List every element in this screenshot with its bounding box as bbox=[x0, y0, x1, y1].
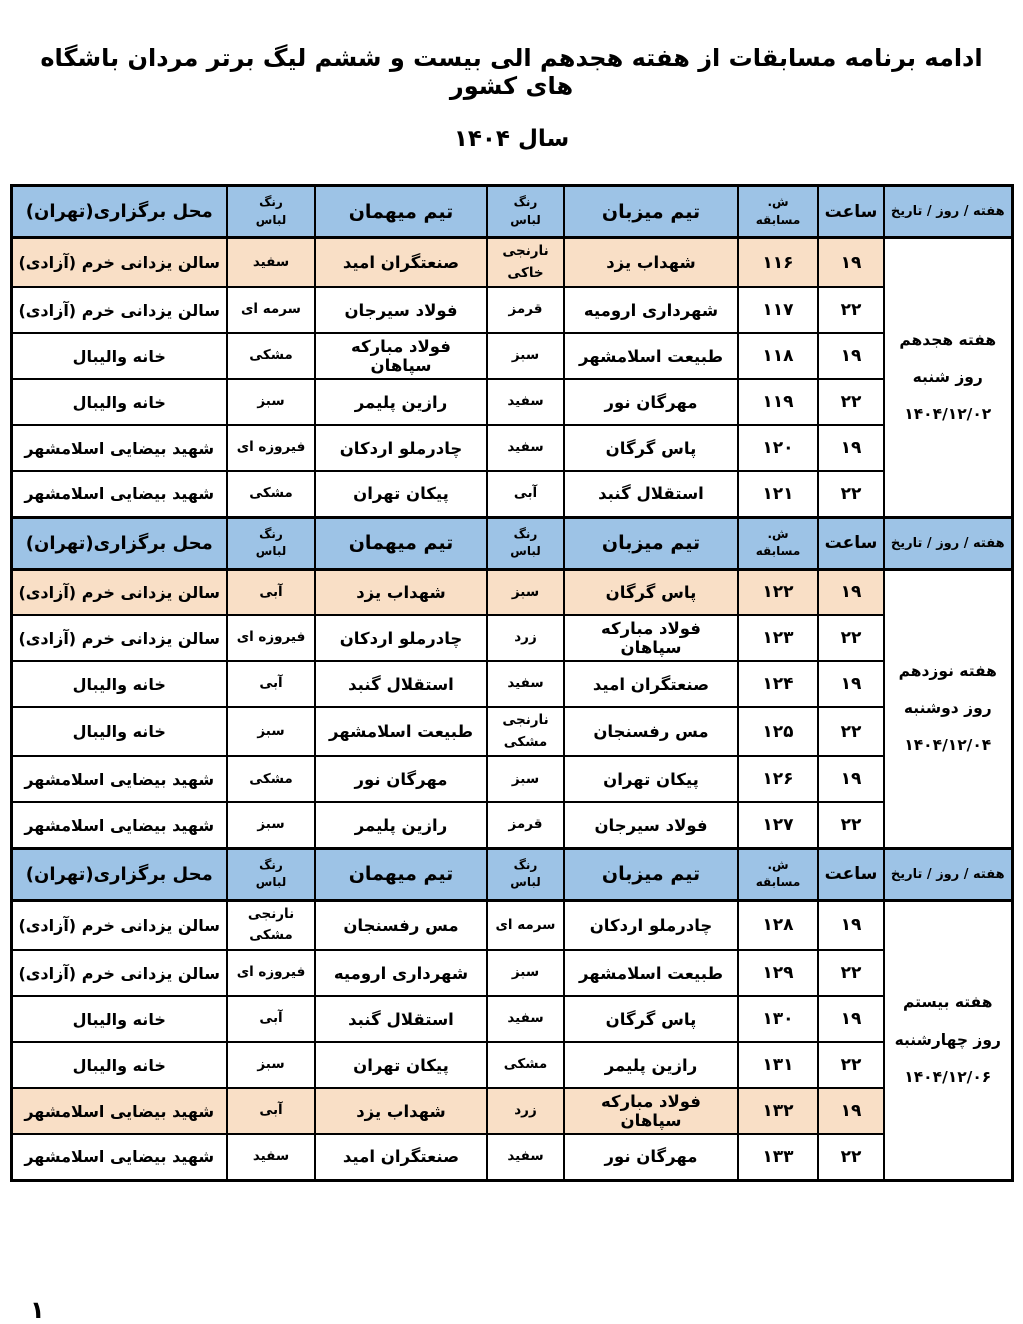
venue-cell: خانه والیبال bbox=[11, 707, 227, 756]
venue-cell: شهید بیضایی اسلامشهر bbox=[11, 1088, 227, 1134]
time-cell: ۱۹ bbox=[818, 996, 884, 1042]
guest-dress-color-cell: فیروزه ای bbox=[227, 615, 315, 661]
guest-team-cell: استقلال گنبد bbox=[315, 996, 487, 1042]
time-cell: ۲۲ bbox=[818, 707, 884, 756]
guest-team-cell: فولاد سیرجان bbox=[315, 287, 487, 333]
guest-dress-color-cell: نارنجی مشکی bbox=[227, 900, 315, 950]
match-number-cell: ۱۳۰ bbox=[738, 996, 818, 1042]
guest-dress-color-cell: سفید bbox=[227, 238, 315, 288]
col-header-week-day-date: هفته / روز / تاریخ bbox=[884, 848, 1012, 900]
time-cell: ۱۹ bbox=[818, 425, 884, 471]
match-row bbox=[11, 707, 1012, 756]
guest-team-cell: چادرملو اردکان bbox=[315, 425, 487, 471]
guest-team-cell: رازین پلیمر bbox=[315, 379, 487, 425]
col-header-time: ساعت bbox=[818, 848, 884, 900]
host-dress-color-cell: قرمز bbox=[487, 802, 564, 848]
guest-team-cell: پیکان تهران bbox=[315, 1042, 487, 1088]
match-number-cell: ۱۲۶ bbox=[738, 756, 818, 802]
match-row bbox=[11, 333, 1012, 379]
host-dress-color-cell: سبز bbox=[487, 756, 564, 802]
col-header-guest-dress-color-line: لباس bbox=[255, 212, 287, 227]
match-row bbox=[11, 238, 1012, 288]
match-row bbox=[11, 425, 1012, 471]
guest-team-cell: شهداب یزد bbox=[315, 569, 487, 615]
time-cell: ۲۲ bbox=[818, 1134, 884, 1180]
guest-team-cell: چادرملو اردکان bbox=[315, 615, 487, 661]
col-header-guest-team: تیم میهمان bbox=[315, 848, 487, 900]
guest-dress-color-cell: سبز bbox=[227, 379, 315, 425]
col-header-guest-dress-color-line: رنگ bbox=[259, 195, 283, 210]
time-cell: ۲۲ bbox=[818, 1042, 884, 1088]
col-header-host-dress-color-line: رنگ bbox=[513, 526, 538, 541]
match-row bbox=[11, 900, 1012, 950]
week-day-date-line: ۱۴۰۴/۱۲/۰۶ bbox=[904, 1067, 992, 1086]
time-cell: ۱۹ bbox=[818, 238, 884, 288]
col-header-host-dress-color bbox=[487, 186, 564, 238]
match-row bbox=[11, 379, 1012, 425]
col-header-host-dress-color bbox=[487, 517, 564, 569]
col-header-host-dress-color-line: لباس bbox=[510, 212, 541, 227]
match-number-cell: ۱۲۲ bbox=[738, 569, 818, 615]
host-dress-color-cell: سفید bbox=[487, 425, 564, 471]
week-day-date-line: روز چهارشنبه bbox=[894, 1030, 1001, 1049]
col-header-match-number-line: ش. bbox=[767, 195, 789, 210]
col-header-week-day-date: هفته / روز / تاریخ bbox=[884, 517, 1012, 569]
match-number-cell: ۱۱۸ bbox=[738, 333, 818, 379]
host-team-cell: استقلال گنبد bbox=[564, 471, 738, 517]
week-day-date-line: هفته هجدهم bbox=[899, 330, 997, 349]
match-number-cell: ۱۲۰ bbox=[738, 425, 818, 471]
guest-team-cell: فولاد مبارکه سپاهان bbox=[315, 333, 487, 379]
match-row bbox=[11, 1088, 1012, 1134]
week-day-date-line: ۱۴۰۴/۱۲/۰۲ bbox=[904, 404, 992, 423]
host-team-cell: پیکان تهران bbox=[564, 756, 738, 802]
match-number-cell: ۱۱۶ bbox=[738, 238, 818, 288]
venue-cell: شهید بیضایی اسلامشهر bbox=[11, 756, 227, 802]
venue-cell: سالن یزدانی خرم (آزادی) bbox=[11, 569, 227, 615]
guest-dress-color-cell: مشکی bbox=[227, 471, 315, 517]
col-header-guest-dress-color bbox=[227, 848, 315, 900]
time-cell: ۲۲ bbox=[818, 950, 884, 996]
week-day-date-line: روز شنبه bbox=[912, 367, 983, 386]
match-number-cell: ۱۲۳ bbox=[738, 615, 818, 661]
col-header-time: ساعت bbox=[818, 186, 884, 238]
time-cell: ۱۹ bbox=[818, 900, 884, 950]
host-team-cell: صنعتگران امید bbox=[564, 661, 738, 707]
guest-dress-color-cell: آبی bbox=[227, 1088, 315, 1134]
host-team-cell: مس رفسنجان bbox=[564, 707, 738, 756]
week-day-date-line: هفته نوزدهم bbox=[898, 662, 997, 680]
col-header-host-team: تیم میزبان bbox=[564, 517, 738, 569]
host-dress-color-cell: سفید bbox=[487, 379, 564, 425]
table-header-row bbox=[11, 186, 1012, 238]
host-dress-color-cell: نارنجی مشکی bbox=[487, 707, 564, 756]
match-row bbox=[11, 996, 1012, 1042]
guest-team-cell: رازین پلیمر bbox=[315, 802, 487, 848]
col-header-venue: محل برگزاری(تهران) bbox=[11, 848, 227, 900]
host-team-cell: فولاد مبارکه سپاهان bbox=[564, 1088, 738, 1134]
host-dress-color-cell: سفید bbox=[487, 996, 564, 1042]
week-day-date-cell bbox=[884, 569, 1012, 848]
col-header-guest-team: تیم میهمان bbox=[315, 186, 487, 238]
venue-cell: خانه والیبال bbox=[11, 661, 227, 707]
match-number-cell: ۱۳۱ bbox=[738, 1042, 818, 1088]
match-row bbox=[11, 756, 1012, 802]
time-cell: ۱۹ bbox=[818, 569, 884, 615]
guest-dress-color-cell: آبی bbox=[227, 996, 315, 1042]
guest-dress-color-cell: سبز bbox=[227, 707, 315, 756]
time-cell: ۱۹ bbox=[818, 661, 884, 707]
col-header-guest-dress-color bbox=[227, 186, 315, 238]
guest-dress-color-cell: فیروزه ای bbox=[227, 425, 315, 471]
venue-cell: شهید بیضایی اسلامشهر bbox=[11, 802, 227, 848]
guest-team-cell: صنعتگران امید bbox=[315, 238, 487, 288]
match-number-cell: ۱۲۱ bbox=[738, 471, 818, 517]
match-row bbox=[11, 569, 1012, 615]
week-day-date-cell bbox=[884, 238, 1012, 518]
host-team-cell: مهرگان نور bbox=[564, 1134, 738, 1180]
guest-dress-color-cell: آبی bbox=[227, 569, 315, 615]
host-dress-color-cell: سفید bbox=[487, 1134, 564, 1180]
host-team-cell: فولاد سیرجان bbox=[564, 802, 738, 848]
venue-cell: خانه والیبال bbox=[11, 333, 227, 379]
time-cell: ۲۲ bbox=[818, 471, 884, 517]
host-team-cell: پاس گرگان bbox=[564, 996, 738, 1042]
host-team-cell: طبیعت اسلامشهر bbox=[564, 950, 738, 996]
col-header-host-dress-color-line: رنگ bbox=[513, 857, 538, 872]
col-header-venue: محل برگزاری(تهران) bbox=[11, 517, 227, 569]
venue-cell: سالن یزدانی خرم (آزادی) bbox=[11, 238, 227, 288]
col-header-match-number bbox=[738, 517, 818, 569]
page-number: ۱ bbox=[30, 1296, 45, 1324]
venue-cell: خانه والیبال bbox=[11, 379, 227, 425]
host-dress-color-cell: نارنجی خاکی bbox=[487, 238, 564, 288]
match-number-cell: ۱۲۵ bbox=[738, 707, 818, 756]
host-dress-color-cell: زرد bbox=[487, 615, 564, 661]
guest-dress-color-cell: سفید bbox=[227, 1134, 315, 1180]
venue-cell: سالن یزدانی خرم (آزادی) bbox=[11, 287, 227, 333]
guest-dress-color-cell: مشکی bbox=[227, 756, 315, 802]
col-header-host-team: تیم میزبان bbox=[564, 848, 738, 900]
host-dress-color-cell: قرمز bbox=[487, 287, 564, 333]
host-team-cell: شهداب یزد bbox=[564, 238, 738, 288]
guest-dress-color-cell: آبی bbox=[227, 661, 315, 707]
page-title: ادامه برنامه مسابقات از هفته هجدهم الی بیست و ششم لیگ برتر مردان باشگاه های کشور bbox=[40, 44, 983, 100]
week-day-date-cell bbox=[884, 900, 1012, 1180]
time-cell: ۱۹ bbox=[818, 756, 884, 802]
week-day-date-line: روز دوشنبه bbox=[903, 699, 992, 718]
match-row bbox=[11, 615, 1012, 661]
page-subtitle: سال ۱۴۰۴ bbox=[453, 126, 570, 152]
venue-cell: خانه والیبال bbox=[11, 996, 227, 1042]
venue-cell: شهید بیضایی اسلامشهر bbox=[11, 1134, 227, 1180]
match-number-cell: ۱۱۷ bbox=[738, 287, 818, 333]
host-team-cell: رازین پلیمر bbox=[564, 1042, 738, 1088]
time-cell: ۲۲ bbox=[818, 802, 884, 848]
host-team-cell: مهرگان نور bbox=[564, 379, 738, 425]
host-dress-color-cell: سرمه ای bbox=[487, 900, 564, 950]
document-page bbox=[0, 44, 1023, 1324]
col-header-match-number-line: ش. bbox=[767, 526, 789, 541]
col-header-match-number-line: مسابقه bbox=[755, 212, 801, 227]
host-dress-color-cell: مشکی bbox=[487, 1042, 564, 1088]
week-day-date-line: ۱۴۰۴/۱۲/۰۴ bbox=[904, 736, 992, 755]
match-number-cell: ۱۲۷ bbox=[738, 802, 818, 848]
match-number-cell: ۱۳۳ bbox=[738, 1134, 818, 1180]
host-dress-color-cell: سبز bbox=[487, 569, 564, 615]
host-team-cell: چادرملو اردکان bbox=[564, 900, 738, 950]
time-cell: ۲۲ bbox=[818, 615, 884, 661]
host-team-cell: فولاد مبارکه سپاهان bbox=[564, 615, 738, 661]
col-header-time: ساعت bbox=[818, 517, 884, 569]
guest-dress-color-cell: سبز bbox=[227, 802, 315, 848]
match-number-cell: ۱۲۸ bbox=[738, 900, 818, 950]
match-row bbox=[11, 1134, 1012, 1180]
col-header-match-number bbox=[738, 848, 818, 900]
guest-dress-color-cell: مشکی bbox=[227, 333, 315, 379]
col-header-match-number-line: مسابقه bbox=[755, 544, 801, 559]
host-team-cell: پاس گرگان bbox=[564, 425, 738, 471]
host-dress-color-cell: زرد bbox=[487, 1088, 564, 1134]
match-row bbox=[11, 1042, 1012, 1088]
guest-team-cell: مس رفسنجان bbox=[315, 900, 487, 950]
host-dress-color-cell: سفید bbox=[487, 661, 564, 707]
host-dress-color-cell: آبی bbox=[487, 471, 564, 517]
match-row bbox=[11, 287, 1012, 333]
host-dress-color-cell: سبز bbox=[487, 950, 564, 996]
table-header-row bbox=[11, 517, 1012, 569]
col-header-host-dress-color bbox=[487, 848, 564, 900]
col-header-match-number bbox=[738, 186, 818, 238]
host-team-cell: پاس گرگان bbox=[564, 569, 738, 615]
time-cell: ۱۹ bbox=[818, 1088, 884, 1134]
table-header-row bbox=[11, 848, 1012, 900]
col-header-host-dress-color-line: لباس bbox=[510, 875, 541, 890]
host-dress-color-cell: سبز bbox=[487, 333, 564, 379]
col-header-match-number-line: ش. bbox=[767, 857, 789, 872]
col-header-host-dress-color-line: رنگ bbox=[513, 195, 538, 210]
guest-dress-color-cell: فیروزه ای bbox=[227, 950, 315, 996]
venue-cell: خانه والیبال bbox=[11, 1042, 227, 1088]
guest-team-cell: شهداب یزد bbox=[315, 1088, 487, 1134]
match-row bbox=[11, 471, 1012, 517]
match-row bbox=[11, 802, 1012, 848]
schedule-table bbox=[10, 184, 1014, 1182]
match-row bbox=[11, 950, 1012, 996]
guest-team-cell: طبیعت اسلامشهر bbox=[315, 707, 487, 756]
time-cell: ۲۲ bbox=[818, 287, 884, 333]
col-header-host-team: تیم میزبان bbox=[564, 186, 738, 238]
time-cell: ۱۹ bbox=[818, 333, 884, 379]
venue-cell: سالن یزدانی خرم (آزادی) bbox=[11, 950, 227, 996]
match-row bbox=[11, 661, 1012, 707]
match-number-cell: ۱۳۲ bbox=[738, 1088, 818, 1134]
match-number-cell: ۱۲۴ bbox=[738, 661, 818, 707]
week-day-date-line: هفته بیستم bbox=[903, 993, 993, 1012]
host-team-cell: طبیعت اسلامشهر bbox=[564, 333, 738, 379]
guest-team-cell: مهرگان نور bbox=[315, 756, 487, 802]
col-header-week-day-date: هفته / روز / تاریخ bbox=[884, 186, 1012, 238]
guest-team-cell: شهرداری ارومیه bbox=[315, 950, 487, 996]
guest-team-cell: پیکان تهران bbox=[315, 471, 487, 517]
match-number-cell: ۱۲۹ bbox=[738, 950, 818, 996]
col-header-guest-dress-color-line: لباس bbox=[255, 544, 287, 559]
match-number-cell: ۱۱۹ bbox=[738, 379, 818, 425]
col-header-guest-dress-color-line: رنگ bbox=[259, 526, 283, 541]
col-header-guest-dress-color-line: رنگ bbox=[259, 857, 283, 872]
time-cell: ۲۲ bbox=[818, 379, 884, 425]
col-header-guest-team: تیم میهمان bbox=[315, 517, 487, 569]
col-header-guest-dress-color-line: لباس bbox=[255, 875, 287, 890]
venue-cell: شهید بیضایی اسلامشهر bbox=[11, 471, 227, 517]
guest-dress-color-cell: سبز bbox=[227, 1042, 315, 1088]
guest-team-cell: صنعتگران امید bbox=[315, 1134, 487, 1180]
guest-team-cell: استقلال گنبد bbox=[315, 661, 487, 707]
col-header-venue: محل برگزاری(تهران) bbox=[11, 186, 227, 238]
col-header-guest-dress-color bbox=[227, 517, 315, 569]
venue-cell: سالن یزدانی خرم (آزادی) bbox=[11, 615, 227, 661]
col-header-host-dress-color-line: لباس bbox=[510, 544, 541, 559]
venue-cell: شهید بیضایی اسلامشهر bbox=[11, 425, 227, 471]
host-team-cell: شهرداری ارومیه bbox=[564, 287, 738, 333]
col-header-match-number-line: مسابقه bbox=[755, 875, 801, 890]
venue-cell: سالن یزدانی خرم (آزادی) bbox=[11, 900, 227, 950]
guest-dress-color-cell: سرمه ای bbox=[227, 287, 315, 333]
